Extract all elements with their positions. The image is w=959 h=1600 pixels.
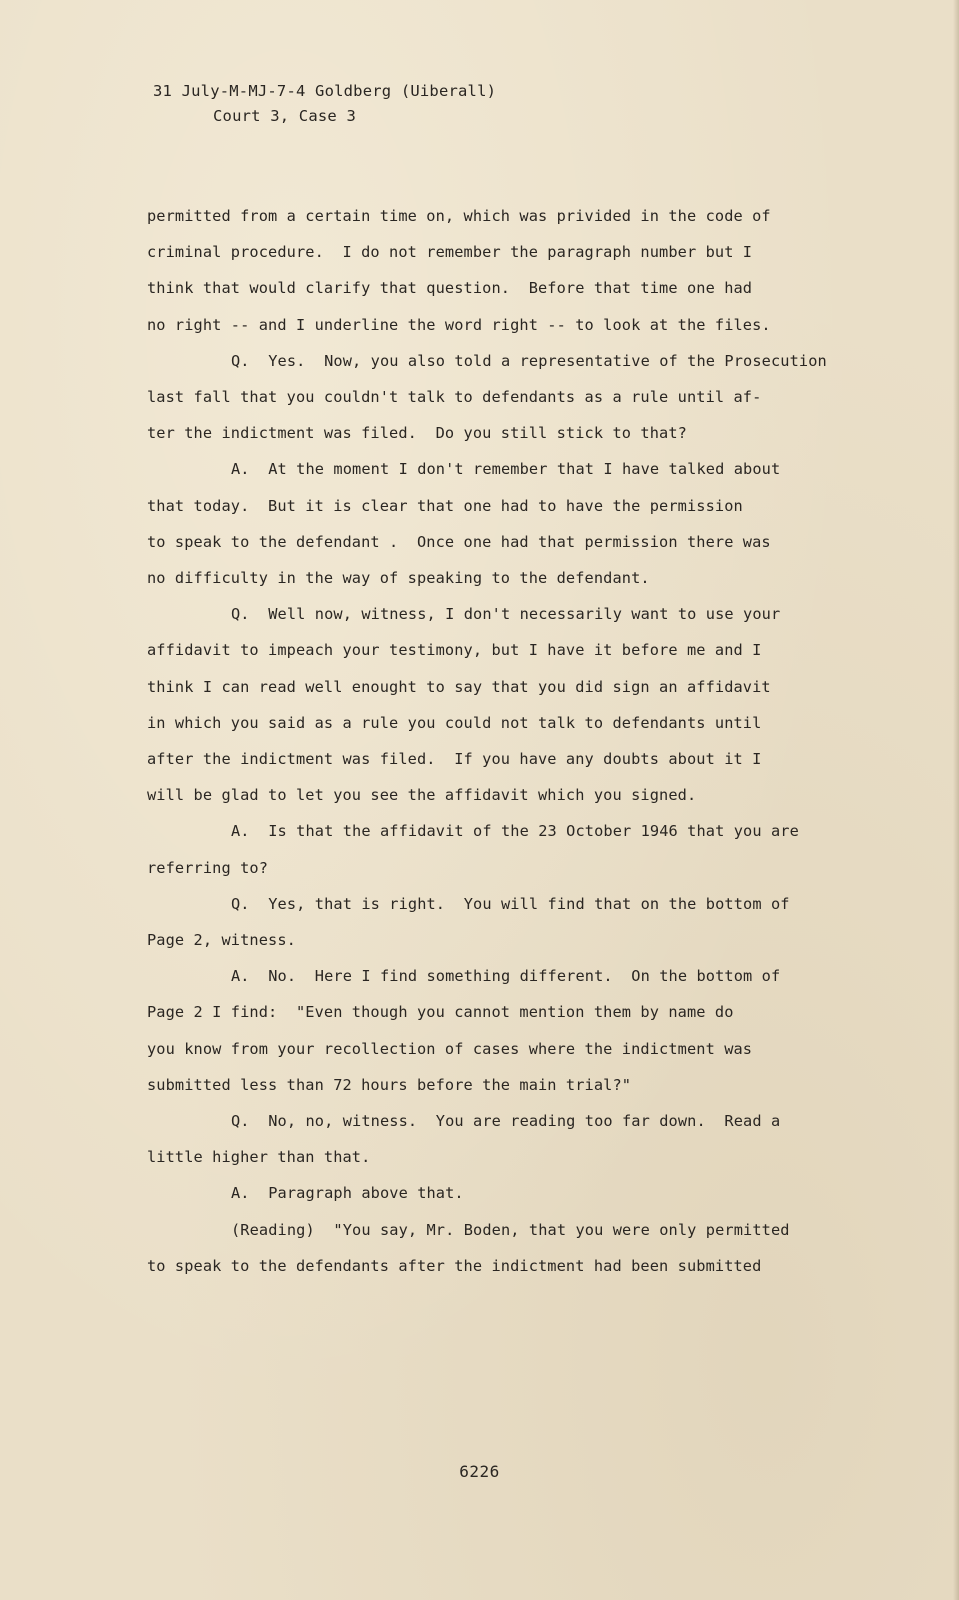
answer-line: A. Paragraph above that. [231,1184,464,1203]
text-line: last fall that you couldn't talk to defendants as a rule until af- [147,388,762,407]
text-line: affidavit to impeach your testimony, but I have it before me and I [147,641,762,660]
answer-line: A. At the moment I don't remember that I have talked about [231,460,781,479]
text-line: referring to? [147,858,269,877]
text-line: no difficulty in the way of speaking to the defendant. [147,569,650,588]
text-line: in which you said as a rule you could not talk to defendants until [147,713,762,732]
text-line: submitted less than 72 hours before the main trial?" [147,1075,632,1094]
text-line: will be glad to let you see the affidavit which you signed. [147,786,697,805]
question-line: Q. Yes. Now, you also told a representative of the Prosecution [231,351,827,370]
page-number: 6226 [459,1462,500,1481]
text-line: little higher than that. [147,1148,371,1167]
answer-line: A. Is that the affidavit of the 23 October 1946 that you are [231,822,799,841]
header-line-1: 31 July-M-MJ-7-4 Goldberg (Uiberall) [153,82,497,100]
document-header [153,79,496,129]
reading-line: (Reading) "You say, Mr. Boden, that you were only permitted [231,1220,790,1239]
text-line: no right -- and I underline the word right -- to look at the files. [147,315,771,334]
question-line: Q. Yes, that is right. You will find that on the bottom of [231,894,790,913]
question-line: Q. Well now, witness, I don't necessarily want to use your [231,605,781,624]
text-line: Page 2, witness. [147,931,296,950]
text-line: think I can read well enought to say that you did sign an affidavit [147,677,771,696]
answer-line: A. No. Here I find something different. On the bottom of [231,967,781,986]
text-line: to speak to the defendant . Once one had that permission there was [147,532,771,551]
text-line: think that would clarify that question. Before that time one had [147,279,753,298]
text-line: criminal procedure. I do not remember the paragraph number but I [147,243,753,262]
text-line: ter the indictment was filed. Do you still stick to that? [147,424,687,443]
text-line: permitted from a certain time on, which was privided in the code of [147,207,771,225]
text-line: you know from your recollection of cases where the indictment was [147,1039,753,1058]
text-line: Page 2 I find: "Even though you cannot mention them by name do [147,1003,734,1022]
transcript-body [147,198,882,1284]
text-line: after the indictment was filed. If you have any doubts about it I [147,750,762,769]
page-edge-shadow [953,0,959,1600]
text-line: that today. But it is clear that one had to have the permission [147,496,743,515]
header-line-2: Court 3, Case 3 [213,107,356,125]
question-line: Q. No, no, witness. You are reading too far down. Read a [231,1112,781,1131]
text-line: to speak to the defendants after the indictment had been submitted [147,1256,762,1275]
